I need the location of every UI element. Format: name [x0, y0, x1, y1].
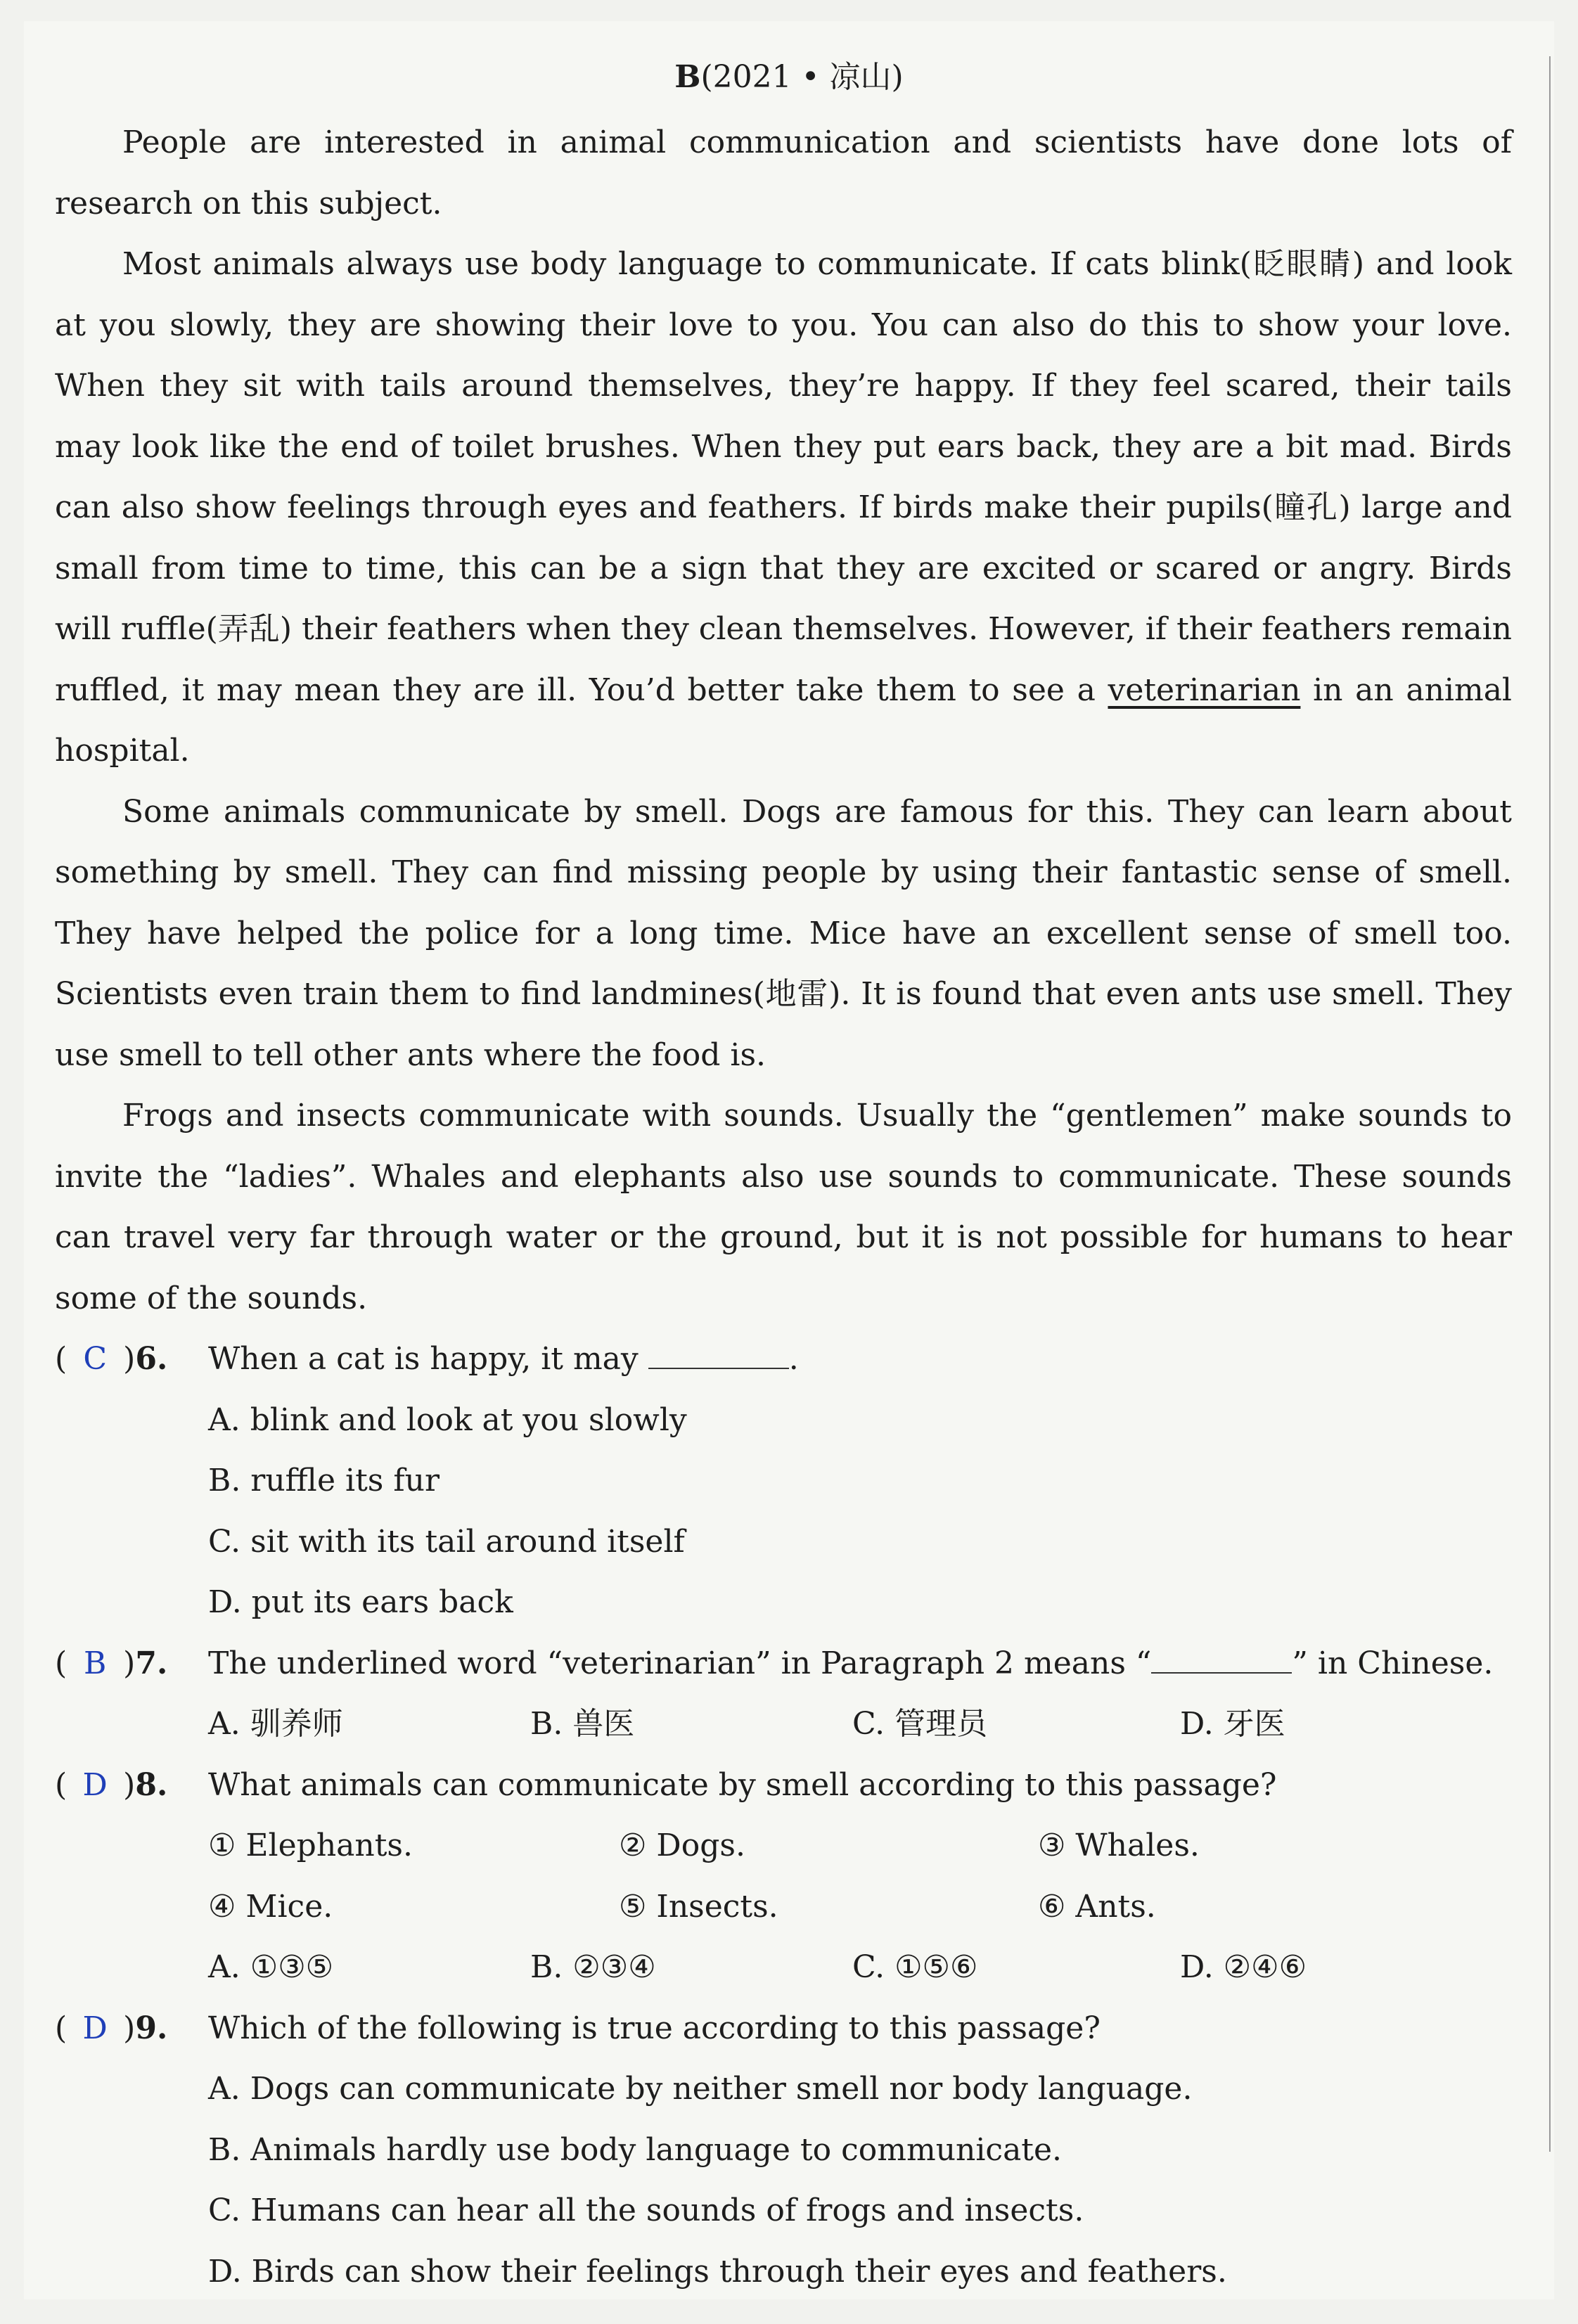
- option-6b: B. ruffle its fur: [208, 1463, 440, 1498]
- reading-passage: [55, 113, 1512, 2302]
- section-source: (2021 • 凉山): [700, 59, 904, 95]
- option-9b: B. Animals hardly use body language to communicate.: [208, 2131, 1063, 2168]
- item-8-6: ⑥ Ants.: [1038, 1888, 1156, 1925]
- paragraph-1: People are interested in animal communication and scientists have done lots of research on this subject.: [55, 124, 1512, 222]
- answer-blank: [648, 1340, 789, 1369]
- answer-7: B: [84, 1645, 107, 1681]
- question-7: ( B )7. The underlined word “veterinarian” in Paragraph 2 means “ ” in Chinese.: [55, 1633, 1512, 1695]
- option-7c: C. 管理员: [852, 1706, 988, 1742]
- item-8-1: ① Elephants.: [208, 1828, 413, 1863]
- option-9a: A. Dogs can communicate by neither smell nor body language.: [208, 2071, 1193, 2107]
- option-9c: C. Humans can hear all the sounds of frogs and insects.: [208, 2193, 1084, 2228]
- items-8-row2: [55, 1877, 1512, 1938]
- question-9: ( D )9. Which of the following is true according to this passage?: [55, 1998, 1512, 2060]
- answer-blank: [1151, 1644, 1292, 1674]
- option-9d: D. Birds can show their feelings through their eyes and feathers.: [208, 2253, 1227, 2290]
- option-6c: C. sit with its tail around itself: [208, 1523, 685, 1560]
- items-8-row1: [55, 1816, 1512, 1877]
- question-8: ( D )8. What animals can communicate by smell according to this passage?: [55, 1755, 1512, 1816]
- option-8c: C. ①⑤⑥: [852, 1949, 978, 1985]
- option-8b: B. ②③④: [530, 1949, 656, 1985]
- margin-rule: [1549, 56, 1551, 2152]
- options-7: [55, 1694, 1512, 1755]
- option-7d: D. 牙医: [1180, 1706, 1285, 1742]
- item-8-4: ④ Mice.: [208, 1888, 333, 1925]
- answer-8: D: [82, 1766, 108, 1803]
- underlined-word: veterinarian: [1108, 672, 1301, 708]
- option-7b: B. 兽医: [530, 1706, 635, 1742]
- section-title: [0, 55, 1578, 100]
- paragraph-2: Most animals always use body language to communicate. If cats blink(眨眼睛) and look at you slowly, they are showing their love to you. You can also do this to show your love. When they sit with tails around themselves, they’re happy. If they feel scared, their tails may look like the end of toilet brushes. When they put ears back, they are a bit mad. Birds can also show feelings through eyes and feathers. If birds make their pupils(瞳孔) large and small from time to time, this can be a sign that they are excited or scared or angry. Birds will ruffle(弄乱) their feathers when they clean themselves. However, if their feathers remain ruffled, it may mean they are ill. You’d better take them to see a veterinarian in an animal hospital.: [55, 246, 1513, 769]
- option-6a: A. blink and look at you slowly: [208, 1401, 687, 1438]
- question-6: ( C )6. When a cat is happy, it may .: [55, 1329, 1512, 1390]
- paragraph-3: Some animals communicate by smell. Dogs are famous for this. They can learn about something by smell. They can find missing people by using their fantastic sense of smell. They have helped the police for a long time. Mice have an excellent sense of smell too. Scientists even train them to find landmines(地雷). It is found that even ants use smell. They use smell to tell other ants where the food is.: [55, 793, 1512, 1073]
- section-letter: B: [674, 59, 701, 95]
- option-8d: D. ②④⑥: [1180, 1949, 1307, 1985]
- answer-6: C: [83, 1341, 107, 1377]
- option-6d: D. put its ears back: [208, 1584, 513, 1620]
- options-8: [55, 1937, 1512, 1998]
- answer-9: D: [82, 2010, 108, 2046]
- item-8-2: ② Dogs.: [619, 1828, 745, 1863]
- item-8-3: ③ Whales.: [1038, 1828, 1200, 1863]
- item-8-5: ⑤ Insects.: [619, 1888, 778, 1925]
- option-7a: A. 驯养师: [208, 1706, 343, 1742]
- option-8a: A. ①③⑤: [208, 1949, 334, 1985]
- paragraph-4: Frogs and insects communicate with sounds. Usually the “gentlemen” make sounds to invite the “ladies”. Whales and elephants also use sounds to communicate. These sounds can travel very far through water or the ground, but it is not possible for humans to hear some of the sounds.: [55, 1098, 1512, 1316]
